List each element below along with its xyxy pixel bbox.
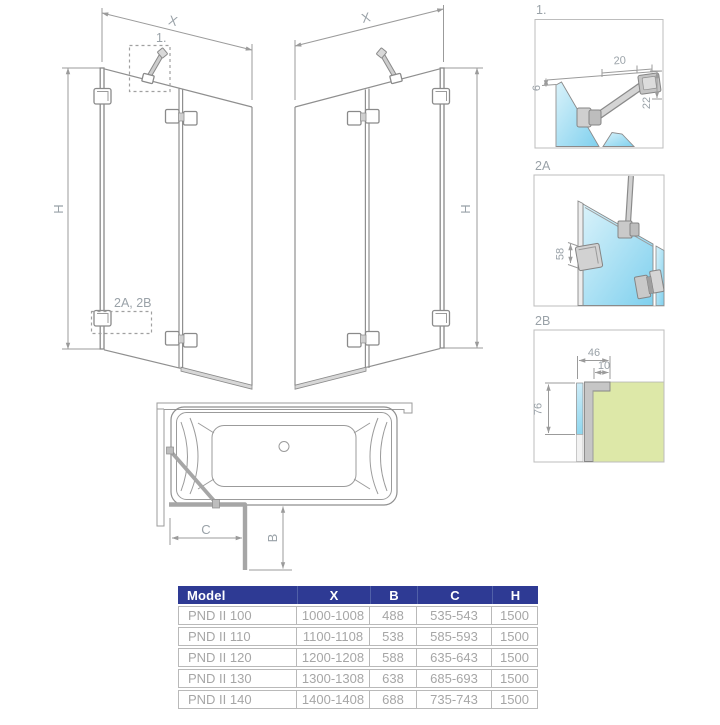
wall-bracket-top-left — [94, 89, 111, 105]
table-row — [178, 627, 538, 646]
dim-c-label: C — [201, 522, 211, 537]
detail-2a-view — [534, 159, 665, 306]
dim-x-label-left: X — [167, 12, 180, 29]
col-header-c: C — [417, 586, 492, 604]
cell-h: 1500 — [492, 690, 538, 709]
callout-1-label: 1. — [156, 31, 167, 45]
hinge-top-left — [166, 110, 198, 126]
detail-2b-label: 2B — [535, 314, 551, 328]
cell-model: PND II 100 — [178, 606, 297, 625]
cell-x: 1400-1408 — [297, 690, 370, 709]
wall-bracket-bottom-left — [94, 311, 111, 327]
callout-2ab-label: 2A, 2B — [114, 296, 152, 310]
cell-b: 638 — [370, 669, 417, 688]
detail-2a-dim-58: 58 — [554, 247, 567, 261]
detail-2b-dim-10: 10 — [597, 360, 611, 372]
cell-b: 538 — [370, 627, 417, 646]
wall-bracket-top-right — [433, 89, 450, 105]
detail-2b-dim-76: 76 — [532, 402, 545, 416]
detail-2a-label: 2A — [535, 159, 551, 173]
dim-x-label-right: X — [359, 9, 372, 26]
detail-2b-dim-46: 46 — [587, 347, 601, 359]
glass-clamp — [577, 108, 601, 127]
detail-1-dim-20: 20 — [613, 54, 627, 68]
cell-h: 1500 — [492, 669, 538, 688]
wall-section — [594, 382, 664, 462]
table-row — [178, 606, 538, 625]
dim-h-label-right: H — [458, 204, 473, 214]
cell-h: 1500 — [492, 648, 538, 667]
detail-wall-bracket — [575, 243, 603, 271]
cell-x: 1100-1108 — [297, 627, 370, 646]
wall-outline — [157, 403, 412, 526]
screen-fixed-and-door — [169, 505, 245, 571]
cell-h: 1500 — [492, 627, 538, 646]
col-header-model: Model — [178, 586, 297, 604]
table-row — [178, 690, 538, 709]
hinge-top-right — [348, 110, 380, 126]
detail-rod-clamp — [618, 221, 639, 238]
right-elevation-drawing — [295, 5, 483, 389]
support-bar-right — [376, 48, 402, 84]
cell-x: 1300-1308 — [297, 669, 370, 688]
cell-b: 688 — [370, 690, 417, 709]
detail-1-dim-6: 6 — [531, 84, 543, 92]
wall-mount-bracket — [638, 73, 661, 95]
table-header-row — [178, 586, 538, 604]
cell-c: 585-593 — [417, 627, 492, 646]
table-row — [178, 669, 538, 688]
left-elevation-drawing — [51, 8, 252, 389]
cell-c: 735-743 — [417, 690, 492, 709]
dim-b-label: B — [265, 533, 280, 543]
drain-icon — [279, 442, 289, 452]
cell-h: 1500 — [492, 606, 538, 625]
wall-bracket-bottom-right — [433, 311, 450, 327]
detail-1-dim-22: 22 — [641, 96, 653, 110]
hinge-bottom-right — [348, 332, 380, 348]
plan-view-drawing — [157, 403, 412, 570]
cell-c: 685-693 — [417, 669, 492, 688]
dim-h-label-left: H — [51, 204, 66, 214]
detail-2b-view — [533, 314, 665, 462]
cell-model: PND II 110 — [178, 627, 297, 646]
cell-x: 1200-1208 — [297, 648, 370, 667]
cell-b: 588 — [370, 648, 417, 667]
cell-c: 535-543 — [417, 606, 492, 625]
cell-model: PND II 120 — [178, 648, 297, 667]
detail-1-label: 1. — [536, 3, 547, 17]
table-row — [178, 648, 538, 667]
cell-model: PND II 130 — [178, 669, 297, 688]
cell-x: 1000-1008 — [297, 606, 370, 625]
cell-c: 635-643 — [417, 648, 492, 667]
hinge-bottom-left — [166, 332, 198, 348]
support-bar-left — [142, 48, 168, 84]
col-header-h: H — [492, 586, 538, 604]
col-header-b: B — [370, 586, 417, 604]
detail-1-view — [531, 3, 663, 148]
cell-model: PND II 140 — [178, 690, 297, 709]
size-table — [178, 584, 538, 711]
col-header-x: X — [297, 586, 370, 604]
cell-b: 488 — [370, 606, 417, 625]
